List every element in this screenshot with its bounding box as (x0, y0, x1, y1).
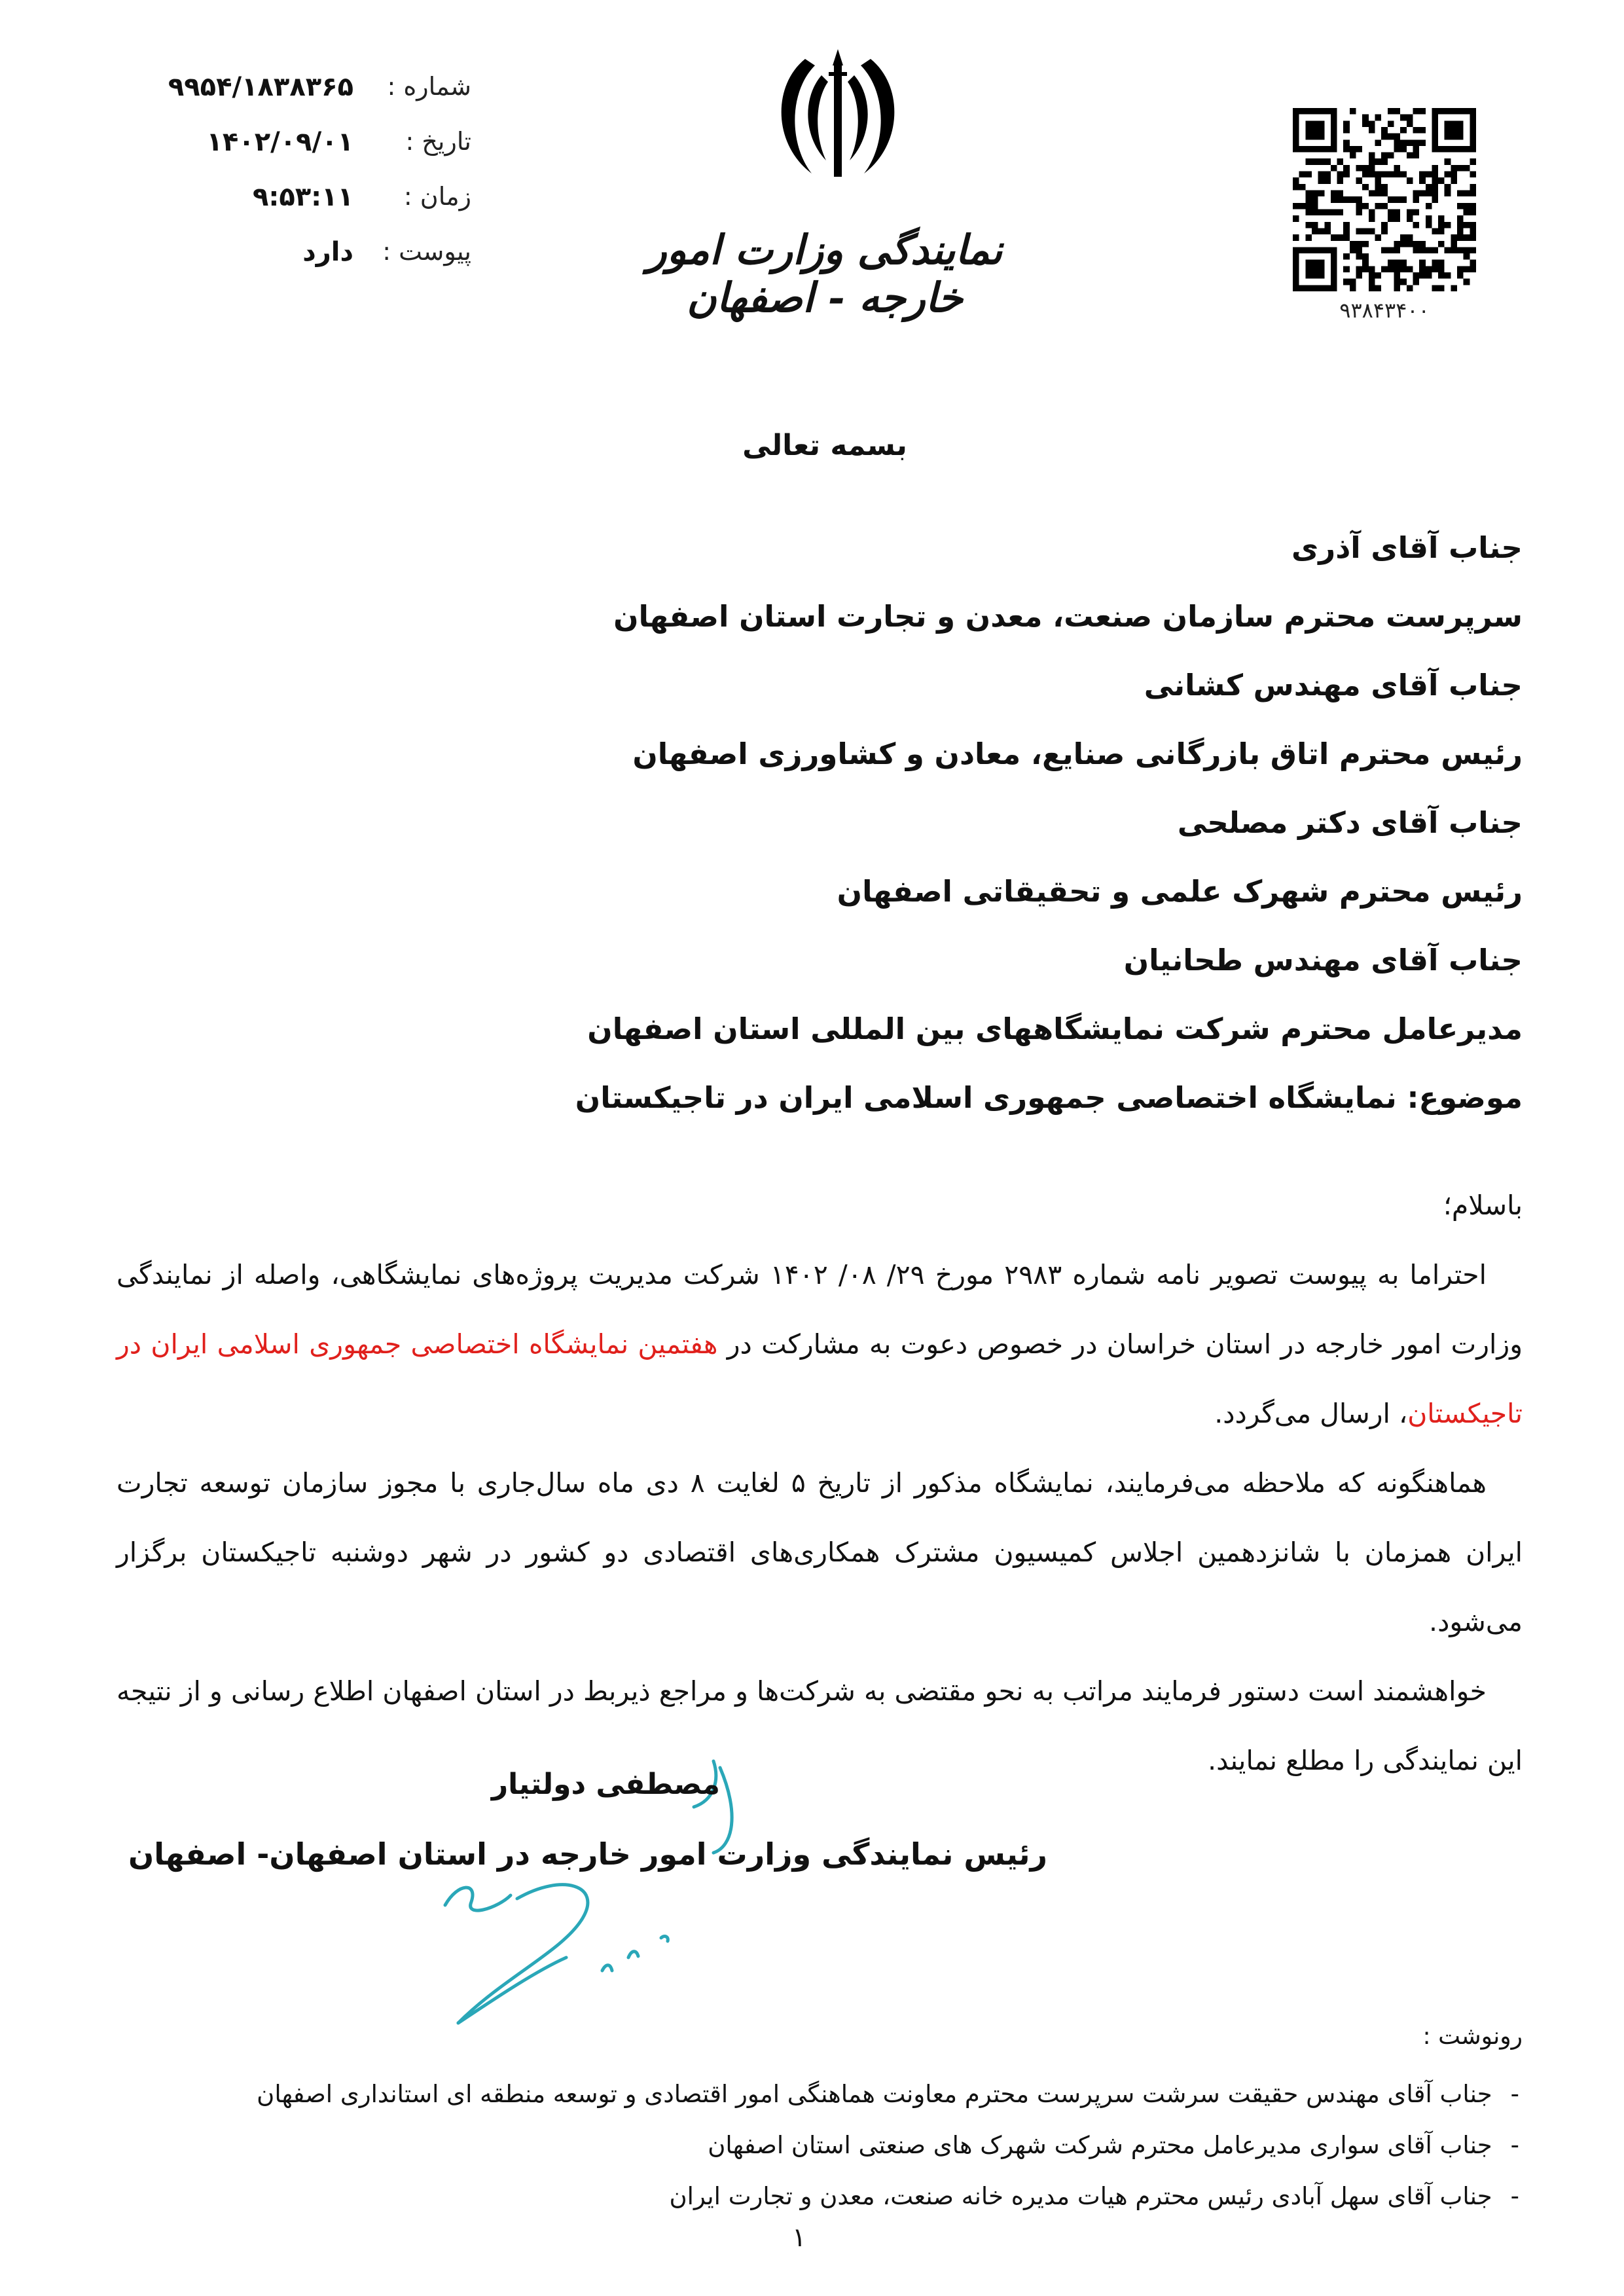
cc-list (79, 2069, 1519, 2222)
cc-item-text: جناب آقای مهندس حقیقت سرشت سرپرست محترم معاونت هماهنگی امور اقتصادی و توسعه منطقه ای استانداری اصفهان (257, 2080, 1492, 2108)
emblem-icon (766, 46, 910, 183)
time-value: ۹:۵۳:۱۱ (252, 182, 353, 212)
paragraph-1-highlight: هفتمین نمایشگاه اختصاصی جمهوری اسلامی ایران در تاجیکستان (117, 1328, 1523, 1429)
greeting: باسلام؛ (1443, 1190, 1523, 1221)
date-label: تاریخ : (405, 127, 471, 156)
signer-name: مصطفی دولتیار (491, 1768, 720, 1801)
addressee-1-title: سرپرست محترم سازمان صنعت، معدن و تجارت استان اصفهان (613, 599, 1523, 634)
addressee-2: جناب آقای مهندس کشانی (1144, 668, 1523, 702)
cc-item-text: جناب آقای سهل آبادی رئیس محترم هیات مدیره خانه صنعت، معدن و تجارت ایران (669, 2182, 1492, 2210)
qr-code (1293, 108, 1476, 291)
date-value: ۱۴۰۲/۰۹/۰۱ (206, 127, 353, 157)
paragraph-1 (117, 1240, 1523, 1448)
paragraph-2: هماهنگونه که ملاحظه می‌فرمایند، نمایشگاه مذکور از تاریخ ۵ لغایت ۸ دی ماه سال‌جاری با مجوز سازمان توسعه تجارت ایران همزمان با شانزدهمین اجلاس کمیسیون مشترک همکاری‌های اقتصادی دو کشور در شهر دوشنبه تاجیکستان برگزار می‌شود. (117, 1467, 1523, 1637)
meta-date (131, 127, 471, 182)
paragraph-1-end: ، ارسال می‌گردد. (1214, 1398, 1408, 1429)
attachment-value: دارد (302, 237, 353, 267)
meta-number (131, 72, 471, 127)
paragraph-1-text: احتراما به پیوست تصویر نامه شماره ۲۹۸۳ مورخ ۲۹/ ۰۸/ ۱۴۰۲ شرکت مدیریت پروژه‌های نمایشگاهی، واصله از نمایندگی وزارت امور خارجه در استان خراسان در خصوص دعوت به مشارکت در (117, 1259, 1523, 1360)
signer-title: رئیس نمایندگی وزارت امور خارجه در استان اصفهان- اصفهان (128, 1836, 1047, 1872)
attachment-label: پیوست : (382, 237, 471, 266)
addressee-3: جناب آقای دکتر مصلحی (1177, 805, 1523, 840)
basmala: بسمه تعالی (742, 429, 907, 462)
ministry-title: نمایندگی وزارت امور خارجه - اصفهان (647, 226, 1003, 321)
cc-title: رونوشت : (1422, 2023, 1523, 2050)
cc-item-text: جناب آقای سواری مدیرعامل محترم شرکت شهرک های صنعتی استان اصفهان (708, 2131, 1492, 2159)
addressee-4: جناب آقای مهندس طحانیان (1123, 943, 1523, 977)
addressee-3-title: رئیس محترم شهرک علمی و تحقیقاتی اصفهان (837, 874, 1523, 909)
letter-body (117, 1171, 1523, 1795)
addressee-4-title: مدیرعامل محترم شرکت نمایشگاههای بین المللی استان اصفهان (587, 1011, 1523, 1046)
meta-attachment (131, 237, 471, 292)
number-value: ۹۹۵۴/۱۸۳۸۳۶۵ (168, 72, 353, 102)
addressee-2-title: رئیس محترم اتاق بازرگانی صنایع، معادن و کشاورزی اصفهان (632, 737, 1523, 771)
letter-metadata (131, 72, 471, 292)
qr-number: ۹۳۸۴۳۴۰۰ (1339, 298, 1430, 323)
subject-line: موضوع: نمایشگاه اختصاصی جمهوری اسلامی ایران در تاجیکستان (575, 1080, 1523, 1115)
number-label: شماره : (387, 72, 471, 101)
addressee-1: جناب آقای آذری (1291, 530, 1523, 565)
page-number: ۱ (792, 2223, 806, 2253)
cc-item: -جناب آقای مهندس حقیقت سرشت سرپرست محترم معاونت هماهنگی امور اقتصادی و توسعه منطقه ای استانداری اصفهان (257, 2080, 1519, 2108)
cc-item: -جناب آقای سواری مدیرعامل محترم شرکت شهرک های صنعتی استان اصفهان (708, 2131, 1519, 2159)
cc-item: -جناب آقای سهل آبادی رئیس محترم هیات مدیره خانه صنعت، معدن و تجارت ایران (669, 2182, 1519, 2210)
paragraph-3: خواهشمند است دستور فرمایند مراتب به نحو مقتضی به شرکت‌ها و مراجع ذیربط در استان اصفهان اطلاع رسانی و از نتیجه این نمایندگی را مطلع نمایند. (117, 1675, 1523, 1776)
time-label: زمان : (403, 182, 471, 211)
meta-time (131, 182, 471, 237)
